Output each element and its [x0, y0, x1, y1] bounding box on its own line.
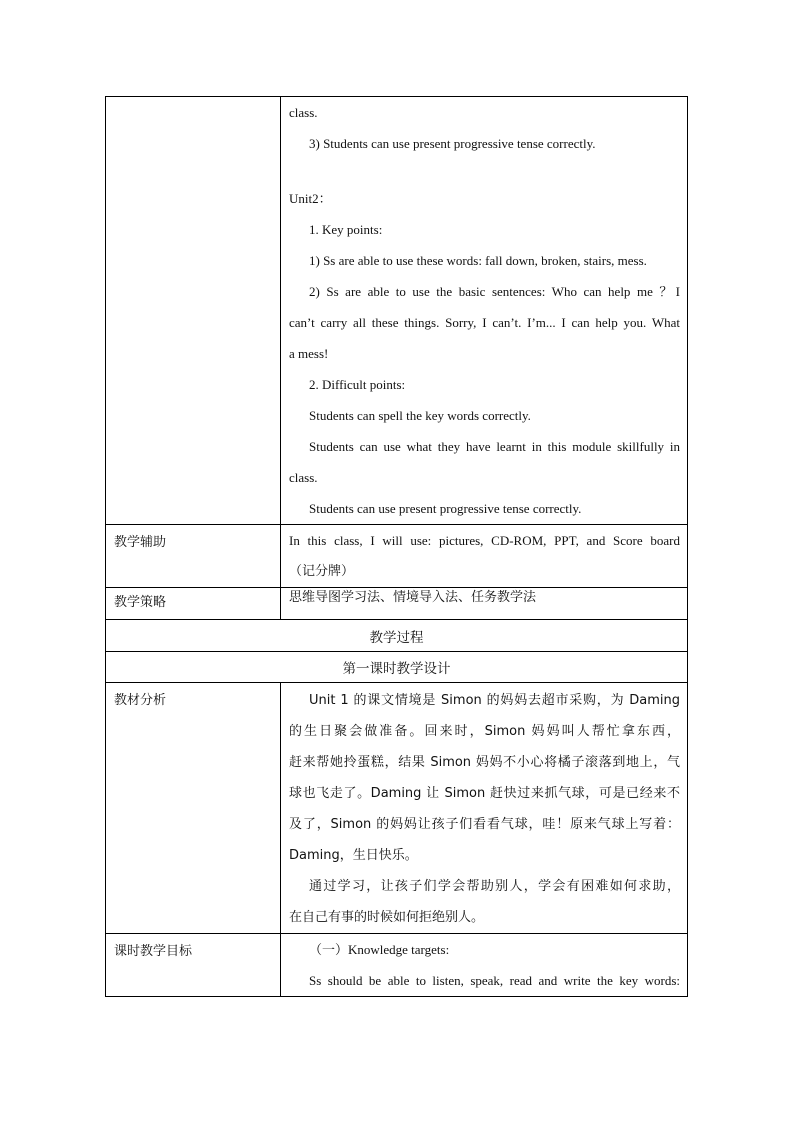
difficult-point-line: Students can spell the key words correctly.	[309, 408, 531, 423]
aids-label: 教学辅助	[114, 535, 167, 550]
aids-line: In this class, I will use: pictures, CD-ROM, PPT, and Score board	[289, 533, 680, 548]
analysis-line: 球也飞走了。Daming 让 Simon 赶快过来抓气球，可是已经来不	[289, 786, 680, 801]
analysis-line: 在自己有事的时候如何拒绝别人。	[289, 910, 485, 925]
objectives-content-cell	[281, 97, 688, 525]
goals-line: Ss should be able to listen, speak, read and write the key words:	[309, 973, 680, 988]
key-point-line: 1) Ss are able to use these words: fall down, broken, stairs, mess.	[309, 253, 647, 268]
key-point-line: 2) Ss are able to use the basic sentences: Who can help me ？I	[309, 284, 680, 299]
analysis-line: Unit 1 的课文情境是 Simon 的妈妈去超市采购，为 Daming	[309, 693, 680, 708]
difficult-point-line: class.	[289, 470, 318, 485]
goals-label: 课时教学目标	[114, 944, 193, 959]
objectives-label-cell	[106, 97, 281, 525]
key-point-line: can’t carry all these things. Sorry, I can’t. I’m... I can help you. What	[289, 315, 680, 330]
goals-label-cell	[106, 934, 281, 997]
analysis-line: 及了，Simon 的妈妈让孩子们看看气球，哇！原来气球上写着：	[289, 817, 680, 832]
strategy-label: 教学策略	[114, 595, 167, 610]
objective-line: 3) Students can use present progressive tense correctly.	[309, 136, 596, 151]
process-heading-row	[106, 620, 688, 652]
difficult-points-heading: 2. Difficult points:	[309, 377, 406, 392]
unit2-heading: Unit2：	[289, 191, 332, 206]
analysis-row	[106, 683, 688, 934]
lesson1-heading-row	[106, 652, 688, 683]
difficult-point-line: Students can use present progressive tense correctly.	[309, 501, 582, 516]
objective-line: class.	[289, 105, 318, 120]
strategy-label-cell	[106, 588, 281, 620]
objectives-row	[106, 97, 688, 525]
strategy-row	[106, 588, 688, 620]
analysis-label-cell	[106, 683, 281, 934]
analysis-label: 教材分析	[114, 693, 167, 708]
difficult-point-line: Students can use what they have learnt in this module skillfully in	[309, 439, 680, 454]
key-point-line: a mess!	[289, 346, 329, 361]
goals-content-cell	[281, 934, 688, 997]
strategy-content-cell	[281, 588, 688, 620]
analysis-line: 赶来帮她拎蛋糕，结果 Simon 妈妈不小心将橘子滚落到地上，气	[289, 755, 680, 770]
aids-line: （记分牌）	[289, 564, 355, 579]
analysis-line: Daming，生日快乐。	[289, 848, 418, 863]
strategy-text: 思维导图学习法、情境导入法、任务教学法	[289, 590, 537, 605]
analysis-line: 的生日聚会做准备。回来时，Simon 妈妈叫人帮忙拿东西，	[289, 724, 680, 739]
lesson-plan-table	[105, 96, 688, 997]
aids-content-cell	[281, 525, 688, 588]
aids-label-cell	[106, 525, 281, 588]
aids-row	[106, 525, 688, 588]
process-heading: 教学过程	[106, 620, 688, 652]
goals-row	[106, 934, 688, 997]
lesson1-heading: 第一课时教学设计	[106, 652, 688, 683]
analysis-line: 通过学习，让孩子们学会帮助别人，学会有困难如何求助，	[309, 879, 680, 894]
analysis-content-cell	[281, 683, 688, 934]
goals-line: （一）Knowledge targets:	[309, 942, 450, 957]
key-points-heading: 1. Key points:	[309, 222, 383, 237]
